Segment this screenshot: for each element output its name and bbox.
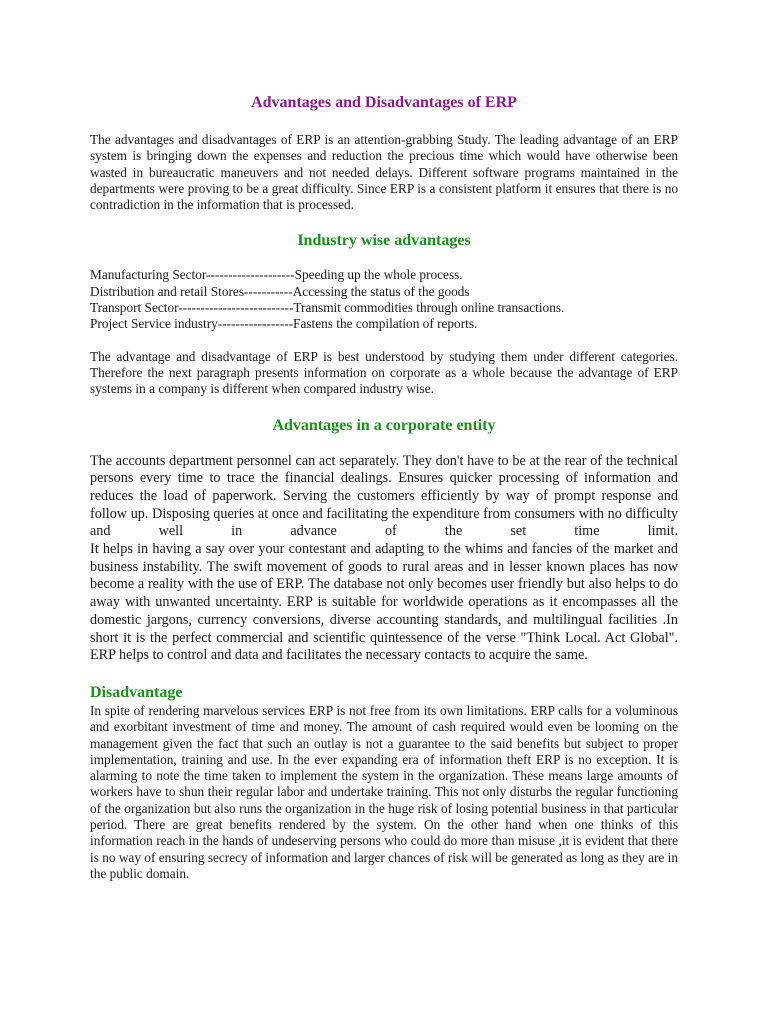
disadvantage-heading: Disadvantage [90,684,183,701]
industry-list [90,267,678,332]
list-item: Manufacturing Sector--------------------Speeding up the whole process. [90,267,463,283]
document-body [90,93,678,882]
intro-paragraph: The advantages and disadvantages of ERP is an attention-grabbing Study. The leading advantage of an ERP system is bringing down the expenses and reduction the precious time which would have otherwise been wasted in bureaucratic maneuvers and not needed delays. Different software programs maintained in the departments were proving to be a great difficulty. Since ERP is a consistent platform it ensures that there is no contradiction in the information that is processed. [90,132,678,213]
list-item: Project Service industry-----------------Fastens the compilation of reports. [90,316,478,332]
list-item: Transport Sector--------------------------Transmit commodities through online transactions. [90,300,565,316]
corporate-paragraph-1: The accounts department personnel can act separately. They don't have to be at the rear of the technical persons every time to trace the financial dealings. Ensures quicker processing of information and reduces the load of paperwork. Serving the customers efficiently by way of prompt response and follow up. Disposing queries at once and facilitating the expenditure from consumers with no difficulty and well in advance of the set time limit. [90,452,678,540]
industry-heading: Industry wise advantages [297,232,471,250]
disadvantage-paragraph: In spite of rendering marvelous services ERP is not free from its own limitations. ERP calls for a voluminous and exorbitant investment of time and money. The amount of cash required would even be looming on the management given the fact that such an outlay is not a guarantee to the said benefits but subject to proper implementation, training and use. In the ever expanding era of information theft ERP is no exception. It is alarming to note the time taken to implement the system in the organization. These means large amounts of workers have to shun their regular labor and undertake training. This not only disturbs the regular functioning of the organization but also runs the organization in the huge risk of losing potential business in that particular period. There are great benefits rendered by the system. On the other hand when one thinks of this information reach in the hands of undeserving persons who could do more than misuse ,it is evident that there is no way of ensuring secrecy of information and larger chances of risk will be generated as long as they are in the public domain. [90,703,678,881]
categories-paragraph: The advantage and disadvantage of ERP is best understood by studying them under different categories. Therefore the next paragraph presents information on corporate as a whole because the advantage of ERP systems in a company is different when compared industry wise. [90,348,678,397]
corporate-heading: Advantages in a corporate entity [272,416,496,434]
list-item: Distribution and retail Stores-----------Accessing the status of the goods [90,283,470,299]
corporate-paragraph-2: It helps in having a say over your contestant and adapting to the whims and fancies of the market and business instability. The swift movement of goods to rural areas and in lesser known places has now become a reality with the use of ERP. The database not only becomes user friendly but also helps to do away with unwanted uncertainty. ERP is suitable for worldwide operations as it encompasses all the domestic jargons, currency conversions, diverse accounting standards, and multilingual facilities .In short it is the perfect commercial and scientific quintessence of the verse "Think Local. Act Global". ERP helps to control and data and facilitates the necessary contacts to acquire the same. [90,541,678,664]
document-title: Advantages and Disadvantages of ERP [251,94,517,111]
